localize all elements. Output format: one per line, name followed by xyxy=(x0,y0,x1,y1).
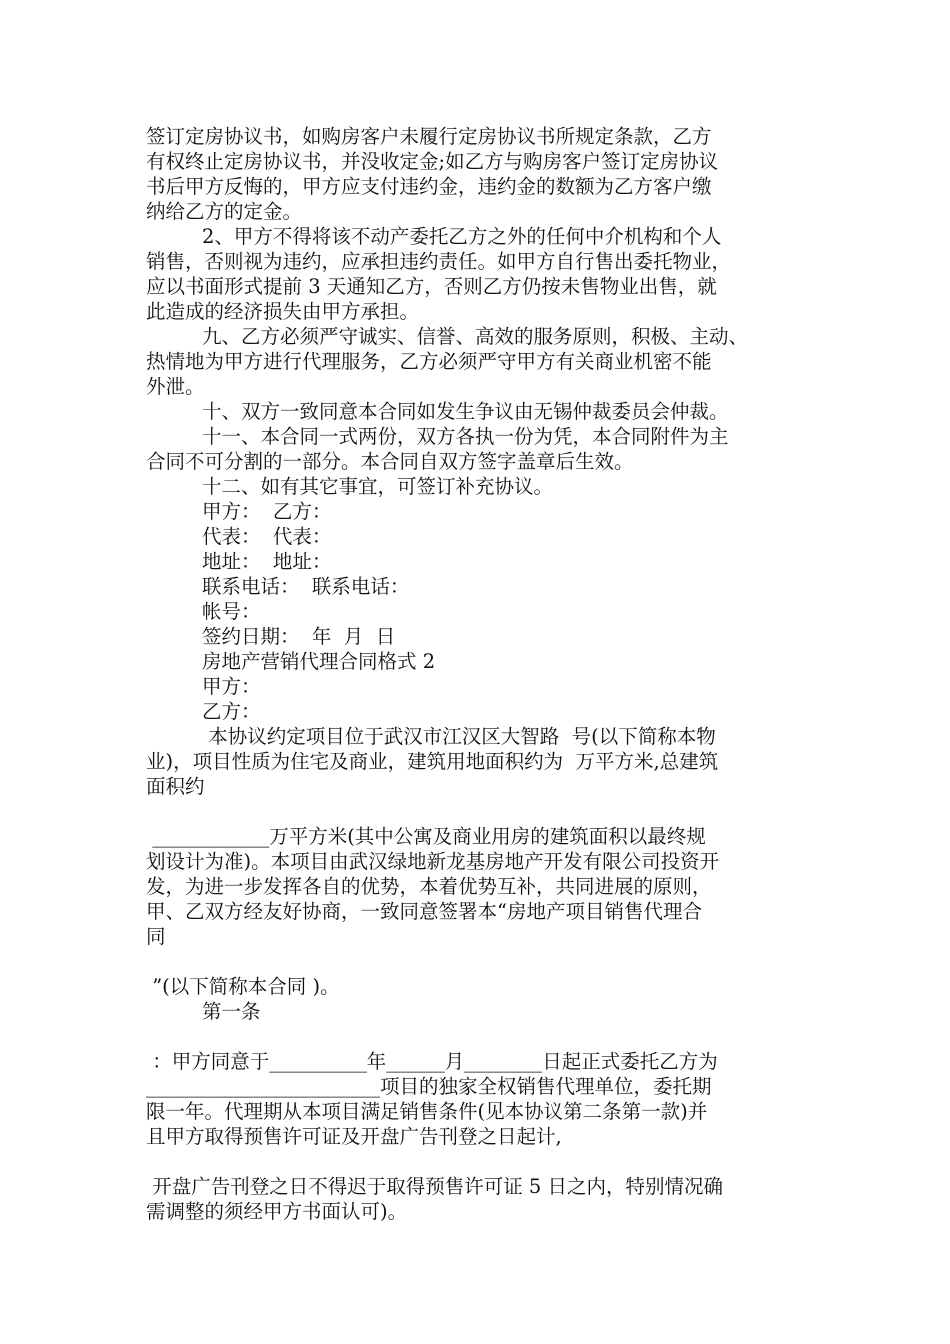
signature-phone-line: 联系电话： 联系电话： xyxy=(202,575,410,598)
text-line: 开盘广告刊登之日不得迟于取得预售许可证 5 日之内，特别情况确 xyxy=(146,1175,724,1198)
text-line: 十一、本合同一式两份，双方各执一份为凭，本合同附件为主 xyxy=(202,425,729,448)
text-line: 签订定房协议书，如购房客户未履行定房协议书所规定条款，乙方 xyxy=(146,125,712,148)
text-line: ”(以下简称本合同 )。 xyxy=(146,975,340,998)
text-line: 纳给乙方的定金。 xyxy=(146,200,303,223)
text-line: 面积约 xyxy=(146,775,205,798)
section-title: 房地产营销代理合同格式 2 xyxy=(202,650,436,673)
text-line: 合同不可分割的一部分。本合同自双方签字盖章后生效。 xyxy=(146,450,634,473)
text-line: 且甲方取得预售许可证及开盘广告刊登之日起计, xyxy=(146,1125,562,1148)
signature-address-line: 地址： 地址： xyxy=(202,550,332,573)
text-line: 业)，项目性质为住宅及商业，建筑用地面积约为 万平方米,总建筑 xyxy=(146,750,719,773)
text-line: 限一年。代理期从本项目满足销售条件(见本协议第二条第一款)并 xyxy=(146,1100,708,1123)
signature-date-line: 签约日期： 年 月 日 xyxy=(202,625,396,648)
text-line: 同 xyxy=(146,925,166,948)
text-line: ____________万平方米(其中公寓及商业用房的建筑面积以最终规 xyxy=(146,825,706,848)
party-b-line: 乙方： xyxy=(202,700,261,723)
text-line: 需调整的须经甲方书面认可)。 xyxy=(146,1200,408,1223)
text-line: 九、乙方必须严守诚实、信誉、高效的服务原则，积极、主动、 xyxy=(202,325,749,348)
text-line: 销售，否则视为违约，应承担违约责任。如甲方自行售出委托物业， xyxy=(146,250,732,273)
text-line: 甲、乙双方经友好协商，一致同意签署本“房地产项目销售代理合 xyxy=(146,900,702,923)
text-line: 本协议约定项目位于武汉市江汉区大智路 号(以下简称本物 xyxy=(202,725,716,748)
text-line: 外泄。 xyxy=(146,375,205,398)
signature-account-line: 帐号： xyxy=(202,600,261,623)
text-line: 有权终止定房协议书，并没收定金;如乙方与购房客户签订定房协议 xyxy=(146,150,719,173)
text-line: 此造成的经济损失由甲方承担。 xyxy=(146,300,420,323)
text-line: 应以书面形式提前 3 天通知乙方，否则乙方仍按未售物业出售，就 xyxy=(146,275,717,298)
text-line: 2、甲方不得将该不动产委托乙方之外的任何中介机构和个人 xyxy=(202,225,722,248)
text-line: 书后甲方反悔的，甲方应支付违约金，违约金的数额为乙方客户缴 xyxy=(146,175,712,198)
text-line: 发，为进一步发挥各自的优势，本着优势互补，共同进展的原则， xyxy=(146,875,712,898)
text-line: 十、双方一致同意本合同如发生争议由无锡仲裁委员会仲裁。 xyxy=(202,400,729,423)
text-line: 划设计为准)。本项目由武汉绿地新龙基房地产开发有限公司投资开 xyxy=(146,850,720,873)
text-line: ________________________项目的独家全权销售代理单位，委托期 xyxy=(146,1075,712,1098)
text-line: 热情地为甲方进行代理服务，乙方必须严守甲方有关商业机密不能 xyxy=(146,350,712,373)
text-line: 十二、如有其它事宜，可签订补充协议。 xyxy=(202,475,554,498)
party-a-line: 甲方： xyxy=(202,675,261,698)
text-line: ：甲方同意于__________年______月________日起正式委托乙方为 xyxy=(146,1050,718,1073)
article-title: 第一条 xyxy=(202,1000,261,1023)
signature-representative-line: 代表： 代表： xyxy=(202,525,332,548)
signature-party-line: 甲方： 乙方： xyxy=(202,500,332,523)
